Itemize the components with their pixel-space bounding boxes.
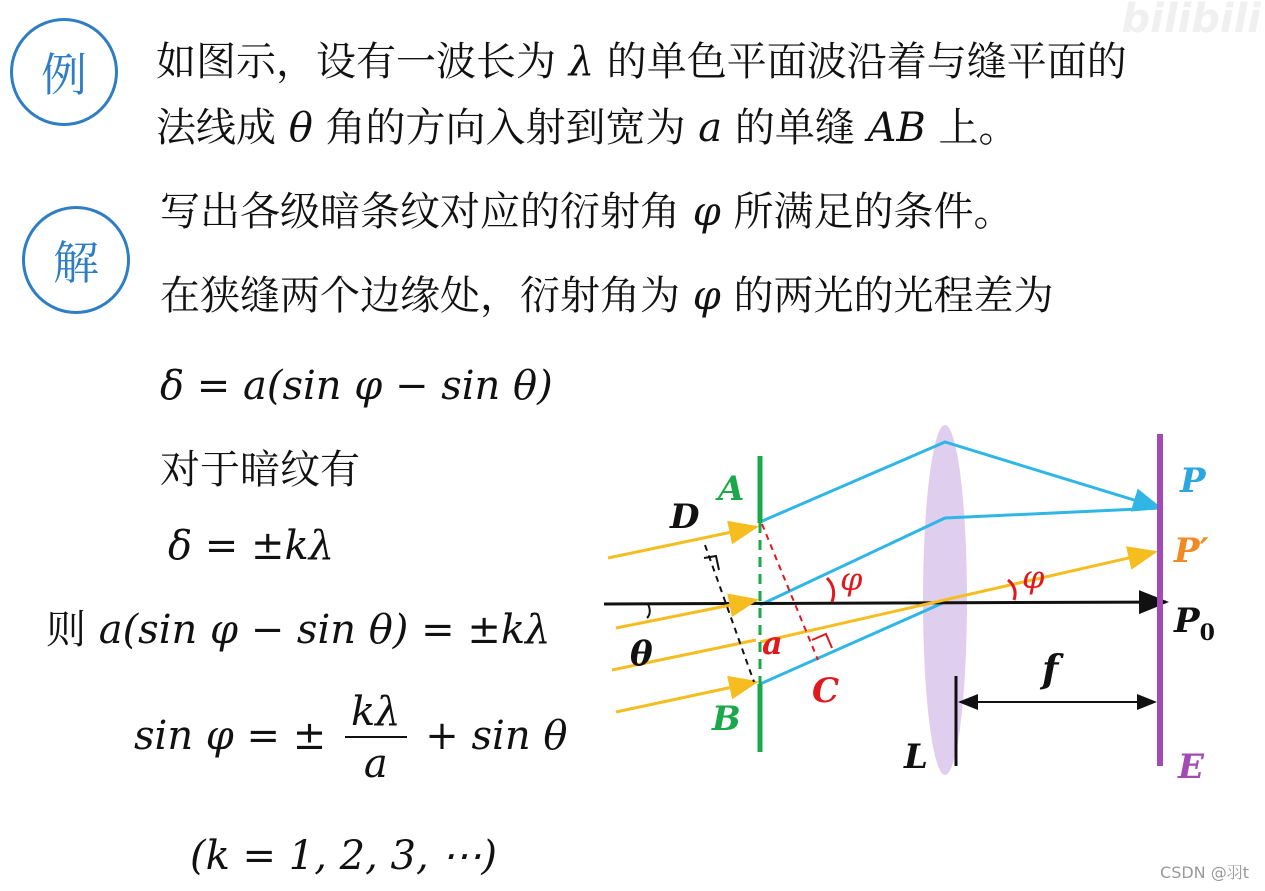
example-badge <box>10 18 118 126</box>
lambda-symbol: λ <box>568 39 595 85</box>
example-text-6: 上。 <box>938 105 1019 151</box>
label-P0-sub: 0 <box>1199 620 1215 646</box>
statement-text-1: 在狭缝两个边缘处，衍射角为 <box>160 273 680 319</box>
optical-axis <box>604 602 1166 604</box>
example-text-1: 如图示，设有一波长为 <box>156 39 556 85</box>
label-phi-1: φ <box>840 560 863 598</box>
phi-symbol: φ <box>692 189 721 235</box>
right-angle-C <box>812 634 832 648</box>
solution-badge-text: 解 <box>53 236 99 290</box>
example-text-3: 法线成 <box>156 105 276 151</box>
single-slit-diagram <box>590 420 1250 800</box>
ab-symbol: AB <box>867 105 926 151</box>
label-theta: θ <box>630 634 653 674</box>
label-A: A <box>718 469 745 509</box>
equation-combined <box>46 606 550 654</box>
right-angle-D <box>704 556 719 570</box>
dark-fringe-label: 对于暗纹有 <box>160 447 360 493</box>
example-line-2 <box>156 104 1019 152</box>
label-P0-main: P <box>1174 601 1200 641</box>
question-text-1: 写出各级暗条纹对应的衍射角 <box>160 189 680 235</box>
fraction <box>345 688 407 790</box>
label-D: D <box>670 497 700 537</box>
then-label: 则 <box>46 607 86 653</box>
example-text-4: 角的方向入射到宽为 <box>325 105 686 151</box>
beam-bottom <box>760 602 945 684</box>
theta-arc <box>647 604 650 618</box>
watermark-logo: bilibili <box>1121 0 1261 42</box>
phi-arc-1 <box>827 578 834 602</box>
watermark-csdn: CSDN @羽t <box>1160 863 1249 882</box>
wavefront-D <box>705 545 754 682</box>
label-E: E <box>1178 747 1204 787</box>
label-P: P <box>1180 461 1206 501</box>
label-phi-2: φ <box>1022 558 1045 596</box>
label-f: f <box>1042 646 1059 691</box>
label-C: C <box>812 671 840 711</box>
sin-theta-right: + sin θ <box>425 713 568 759</box>
theta-symbol: θ <box>288 105 313 151</box>
label-a: a <box>762 624 783 662</box>
equation-sin-phi <box>134 688 567 790</box>
solution-badge <box>22 206 130 314</box>
statement-text-2: 的两光的光程差为 <box>733 273 1054 319</box>
solution-question <box>160 188 1013 236</box>
sin-phi-left: sin φ = ± <box>134 713 327 759</box>
example-badge-text: 例 <box>41 48 87 102</box>
example-text-2: 的单色平面波沿着与缝平面的 <box>606 39 1127 85</box>
label-P0 <box>1173 601 1215 646</box>
question-text-2: 所满足的条件。 <box>733 189 1014 235</box>
label-B: B <box>712 699 741 739</box>
example-text-5: 的单缝 <box>734 105 855 151</box>
label-L: L <box>904 737 928 777</box>
solution-statement <box>160 272 1053 320</box>
phi-symbol-2: φ <box>692 273 721 319</box>
equation-combined-math: a(sin φ − sin θ) = ±kλ <box>98 607 551 653</box>
a-symbol: a <box>698 105 723 151</box>
equation-path-difference: δ = a(sin φ − sin θ) <box>160 363 553 409</box>
label-P-prime: P′ <box>1174 531 1209 571</box>
example-line-1 <box>156 38 1127 86</box>
equation-dark-condition: δ = ±kλ <box>168 523 335 569</box>
fraction-numerator: kλ <box>345 688 407 738</box>
equation-k-values: (k = 1, 2, 3, ⋯) <box>190 833 498 879</box>
fraction-denominator: a <box>363 741 388 787</box>
